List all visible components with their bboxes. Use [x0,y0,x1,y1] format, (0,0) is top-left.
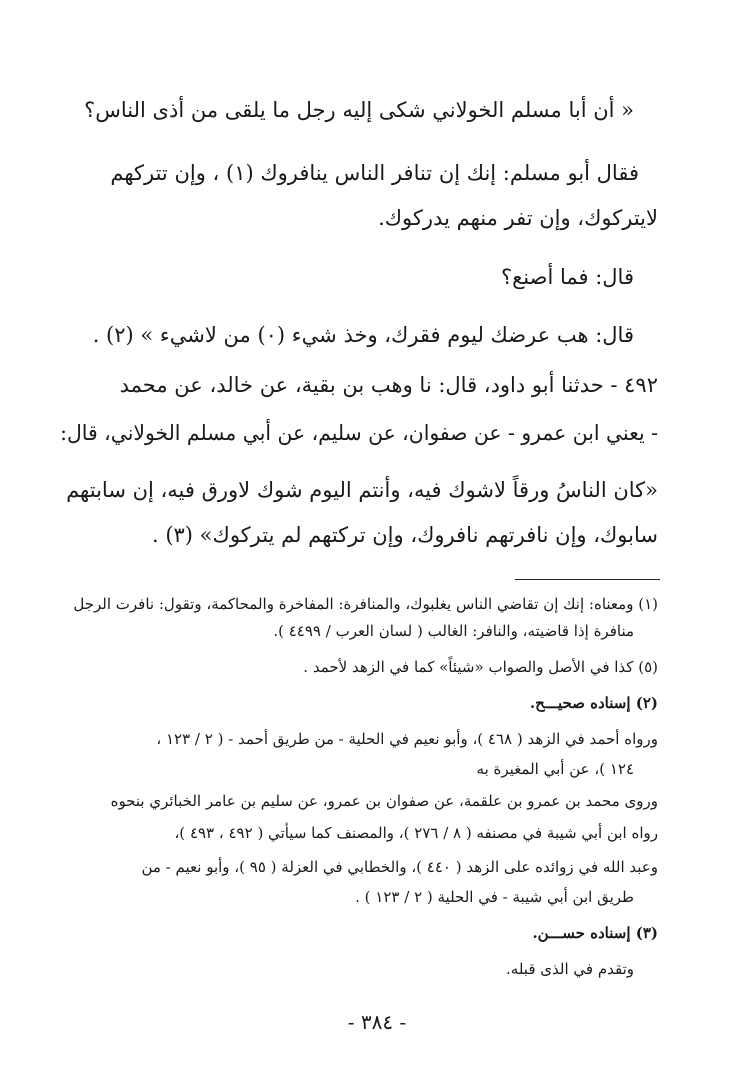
main-line-9: سابوك، وإن نافرتهم نافروك، وإن تركتهم لم يتركوك» (٣) . [151,523,658,547]
footnote-2-line-3: وروى محمد بن عمرو بن علقمة، عن صفوان بن عمرو، عن سليم بن عامر الخبائري بنحوه [110,792,658,810]
footnote-2-line-4: رواه ابن أبي شيبة في مصنفه ( ٨ / ٢٧٦ )، والمصنف كما سيأتي ( ٤٩٢ ، ٤٩٣ )، [174,824,658,842]
main-line-7: - يعني ابن عمرو - عن صفوان، عن سليم، عن أبي مسلم الخولاني، قال: [60,421,658,445]
footnote-1-line-2: منافرة إذا قاضيته، والنافر: الغالب ( لسان العرب / ٤٤٩٩ ). [273,622,634,640]
footnote-separator [515,579,660,580]
main-line-8: «كان الناسُ ورقاً لاشوك فيه، وأنتم اليوم شوك لاورق فيه، إن سابتهم [66,478,658,502]
main-line-3: لايتركوك، وإن تفر منهم يدركوك. [378,206,658,230]
footnote-2-line-5: وعبد الله في زوائده على الزهد ( ٤٤٠ )، والخطابي في العزلة ( ٩٥ )، وأبو نعيم - من [141,858,658,876]
footnote-3-line-1: وتقدم في الذى قبله. [506,960,634,978]
footnote-2-line-1: ورواه أحمد في الزهد ( ٤٦٨ )، وأبو نعيم في الحلية - من طريق أحمد - ( ٢ / ١٢٣ ، [156,730,658,748]
footnote-3-heading: (٣) إسناده حســـن. [532,924,658,942]
footnote-2-heading: (٢) إسناده صحيـــح. [529,694,658,712]
footnote-1-line-1: (١) ومعناه: إنك إن تقاضي الناس يغلبوك، والمنافرة: المفاخرة والمحاكمة، وتقول: نافرت الرجل [73,595,658,613]
footnote-2-line-6: طريق ابن أبي شيبة - في الحلية ( ٢ / ١٢٣ ) . [355,888,634,906]
main-line-4: قال: فما أصنع؟ [500,265,634,289]
footnote-0: (٥) كذا في الأصل والصواب «شيئاً» كما في الزهد لأحمد . [303,658,658,676]
page-number: - ٣٨٤ - [347,1010,407,1034]
main-line-6: ٤٩٢ - حدثنا أبو داود، قال: نا وهب بن بقية، عن خالد، عن محمد [119,373,658,397]
main-line-2: فقال أبو مسلم: إنك إن تنافر الناس ينافروك (١) ، وإن تتركهم [110,161,639,185]
main-line-5: قال: هب عرضك ليوم فقرك، وخذ شيء (٠) من لاشيء » (٢) . [92,323,634,347]
main-line-1: « أن أبا مسلم الخولاني شكى إليه رجل ما يلقى من أذى الناس؟ [84,98,634,122]
footnote-2-line-2: ١٢٤ )، عن أبي المغيرة به [476,760,634,778]
